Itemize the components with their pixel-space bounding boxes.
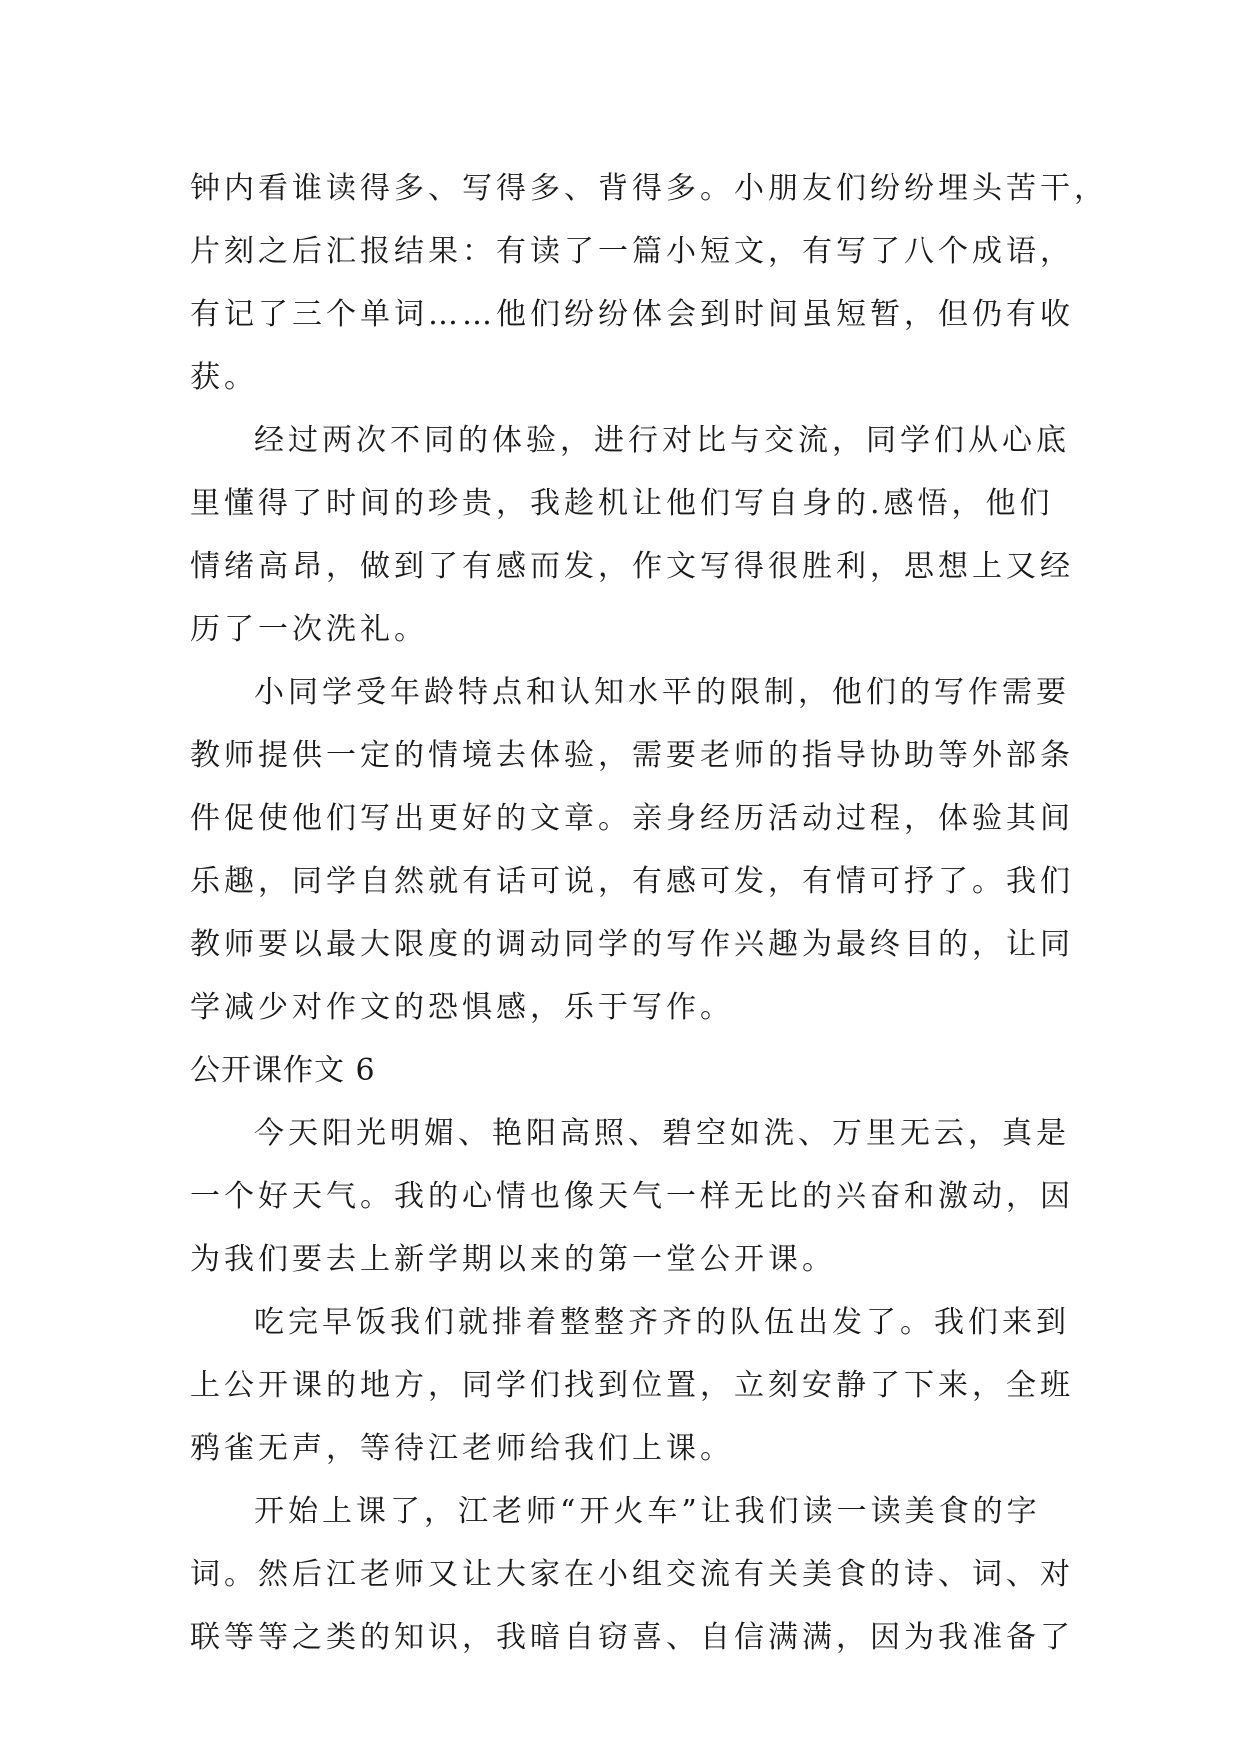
paragraph-first-line: 开始上课了，江老师“开火车”让我们读一读美食的字	[254, 1494, 1041, 1529]
body-text-line: 情绪高昂，做到了有感而发，作文写得很胜利，思想上又经	[190, 549, 1074, 584]
paragraph-first-line: 吃完早饭我们就排着整整齐齐的队伍出发了。我们来到	[254, 1305, 1070, 1340]
body-text-line: 件促使他们写出更好的文章。亲身经历活动过程，体验其间	[190, 801, 1074, 836]
body-text-line: 乐趣，同学自然就有话可说，有感可发，有情可抒了。我们	[190, 864, 1074, 899]
body-text-line: 上公开课的地方，同学们找到位置，立刻安静了下来，全班	[190, 1368, 1074, 1403]
body-text-line: 联等等之类的知识，我暗自窃喜、自信满满，因为我准备了	[190, 1620, 1074, 1655]
body-text-line: 一个好天气。我的心情也像天气一样无比的兴奋和激动，因	[190, 1179, 1074, 1214]
body-text-line: 学减少对作文的恐惧感，乐于写作。	[190, 990, 734, 1025]
paragraph-first-line: 经过两次不同的体验，进行对比与交流，同学们从心底	[254, 423, 1070, 458]
body-text-line: 教师要以最大限度的调动同学的写作兴趣为最终目的，让同	[190, 927, 1074, 962]
paragraph-first-line: 小同学受年龄特点和认知水平的限制，他们的写作需要	[254, 675, 1070, 710]
section-heading: 公开课作文 6	[190, 1053, 376, 1088]
body-text-line: 钟内看谁读得多、写得多、背得多。小朋友们纷纷埋头苦干，	[190, 171, 1108, 206]
body-text-line: 获。	[190, 360, 258, 395]
body-text-line: 片刻之后汇报结果：有读了一篇小短文，有写了八个成语，	[190, 234, 1074, 269]
body-text-line: 有记了三个单词……他们纷纷体会到时间虽短暂，但仍有收	[190, 297, 1074, 332]
body-text-line: 里懂得了时间的珍贵，我趁机让他们写自身的.感悟，他们	[190, 486, 1054, 521]
body-text-line: 历了一次洗礼。	[190, 612, 428, 647]
document-body	[190, 157, 1108, 1669]
body-text-line: 词。然后江老师又让大家在小组交流有关美食的诗、词、对	[190, 1557, 1074, 1592]
body-text-line: 鸦雀无声，等待江老师给我们上课。	[190, 1431, 734, 1466]
body-text-line: 为我们要去上新学期以来的第一堂公开课。	[190, 1242, 836, 1277]
paragraph-first-line: 今天阳光明媚、艳阳高照、碧空如洗、万里无云，真是	[254, 1116, 1070, 1151]
body-text-line: 教师提供一定的情境去体验，需要老师的指导协助等外部条	[190, 738, 1074, 773]
